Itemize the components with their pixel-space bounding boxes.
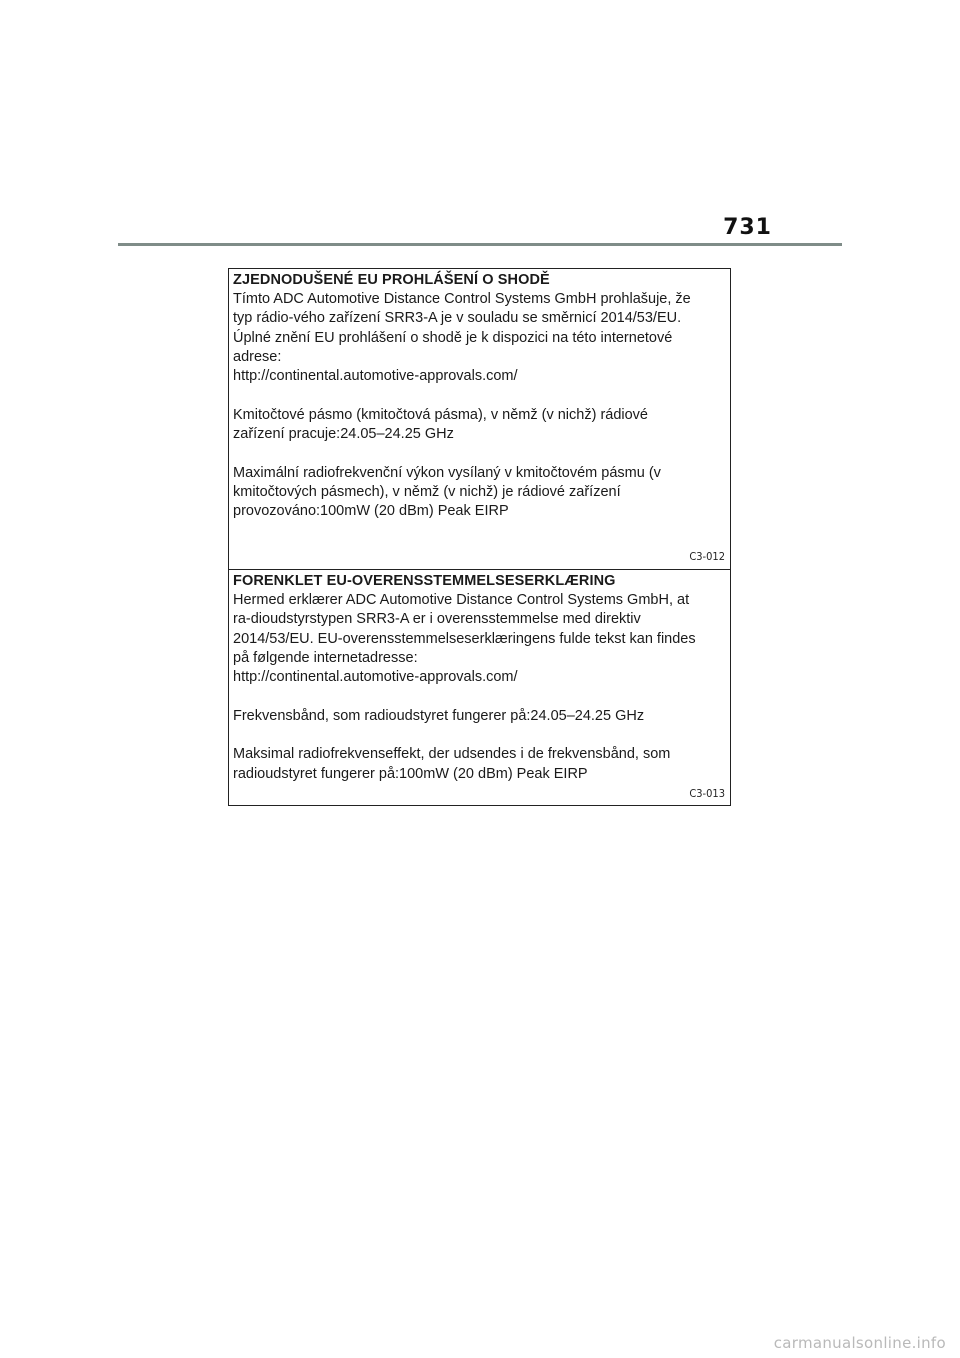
declaration-paragraph [233, 406, 724, 445]
text-line: radioudstyret fungerer på:100mW (20 dBm) Peak EIRP [233, 765, 588, 782]
declaration-paragraph [233, 464, 724, 522]
text-line: Hermed erklærer ADC Automotive Distance Control Systems GmbH, at [233, 592, 690, 608]
text-line: Maksimal radiofrekvenseffekt, der udsendes i de frekvensbånd, som [233, 746, 671, 763]
text-line: Tímto ADC Automotive Distance Control Systems GmbH prohlašuje, že [233, 291, 691, 307]
declaration-paragraph [233, 290, 724, 386]
text-line: ra-dioudstyrstypen SRR3-A er i overensstemmelse med direktiv [233, 611, 641, 628]
text-line: Maximální radiofrekvenční výkon vysílaný v kmitočtovém pásmu (v [233, 464, 661, 481]
declaration-code: C3-013 [689, 787, 725, 800]
text-line: Kmitočtové pásmo (kmitočtová pásma), v němž (v nichž) rádiové [233, 406, 648, 423]
declaration-heading: FORENKLET EU-OVERENSSTEMMELSESERKLÆRING [233, 573, 616, 589]
text-line: på følgende internetadresse: [233, 649, 418, 666]
text-line: 2014/53/EU. EU-overensstemmelseserklæringens fulde tekst kan findes [233, 630, 696, 647]
text-line: adrese: [233, 348, 282, 365]
declaration-code: C3-012 [689, 550, 725, 563]
page-number: 731 [723, 215, 772, 240]
text-line: typ rádio-vého zařízení SRR3-A je v souladu se směrnicí 2014/53/EU. [233, 310, 682, 327]
declaration-danish [229, 569, 730, 805]
declaration-paragraph [233, 707, 724, 726]
url-text: http://continental.automotive-approvals.com/ [233, 368, 518, 385]
watermark-text: carmanualsonline.info [773, 1334, 946, 1352]
text-line: kmitočtových pásmech), v němž (v nichž) je rádiové zařízení [233, 483, 621, 500]
declaration-czech [229, 269, 730, 569]
declaration-paragraph [233, 591, 724, 687]
declaration-heading: ZJEDNODUŠENÉ EU PROHLÁŠENÍ O SHODĚ [233, 272, 550, 288]
text-line: zařízení pracuje:24.05–24.25 GHz [233, 426, 454, 443]
declaration-frame [228, 268, 731, 806]
header-rule [118, 243, 842, 246]
text-line: Frekvensbånd, som radioudstyret fungerer på:24.05–24.25 GHz [233, 707, 645, 724]
url-text: http://continental.automotive-approvals.com/ [233, 669, 518, 686]
declaration-paragraph [233, 745, 724, 784]
text-line: provozováno:100mW (20 dBm) Peak EIRP [233, 503, 509, 520]
text-line: Úplné znění EU prohlášení o shodě je k dispozici na této internetové [233, 329, 673, 346]
